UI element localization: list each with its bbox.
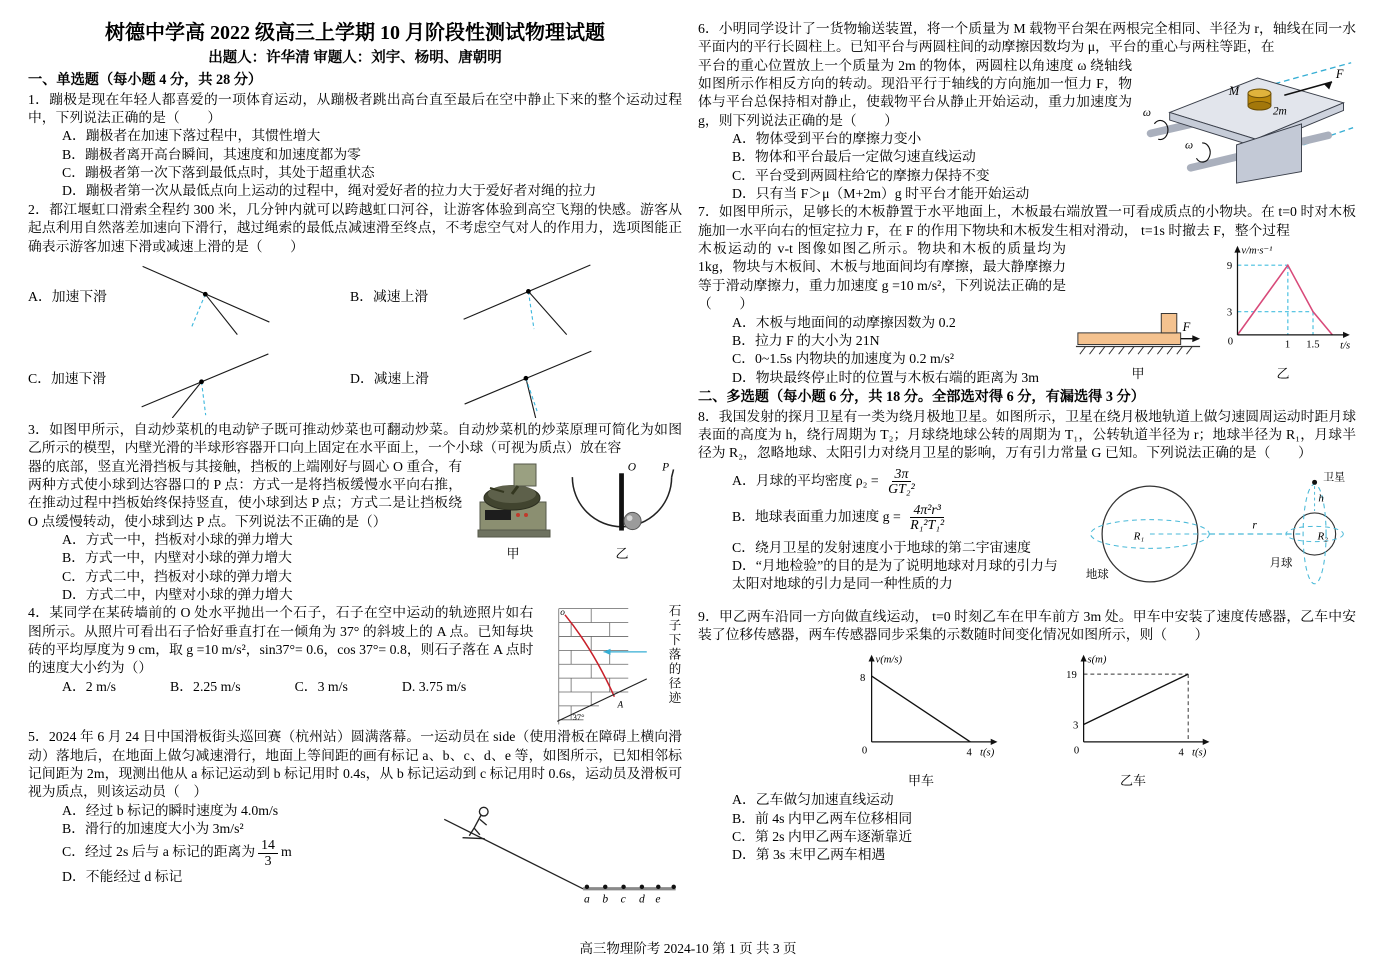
label-M: M (1228, 83, 1240, 98)
question-5 (28, 728, 682, 917)
q5-option-c-pre: C．经过 2s 后与 a 标记的距离为 (62, 844, 256, 860)
page-title: 树德中学高 2022 级高三上学期 10 月阶段性测试物理试题 (105, 22, 605, 44)
fraction-numerator: 3π (892, 467, 912, 482)
q3-option-b: B．方式一中，内壁对小球的弹力增大 (62, 550, 292, 566)
label-angle: 37° (573, 712, 585, 723)
q7-figure-jia (1074, 296, 1202, 383)
label-R2: R₂ (1317, 530, 1329, 543)
force-F-arrow (1181, 335, 1200, 342)
q9-car-yi-st-graph (1044, 647, 1222, 769)
q9-figure-jia (832, 647, 1010, 790)
tick-0: 0 (861, 745, 868, 757)
tick-1-5: 1.5 (1306, 339, 1320, 351)
earth-moon-satellite-diagram (1076, 467, 1356, 601)
q9-option-c: C．第 2s 内甲乙两车逐渐靠近 (732, 829, 913, 845)
guide-dashed-lines (1084, 674, 1189, 742)
q6-option-a: A．物体受到平台的摩擦力变小 (732, 131, 922, 147)
label-2m: 2m (1272, 105, 1287, 118)
fraction-denominator: GT₂² (888, 481, 915, 497)
q3-text-part2: 器的底部，竖直光滑挡板与其接触，挡板的上端刚好与圆心 O 重合，有两种方式使小球到达容器口的 P 点：方式一是将挡板缓慢水平向右推，在推动过程中挡板始终保持竖直，使小球到达 P 点；方式二是让挡板绕 O 点缓慢转动，使小球到达 P 点。下列说法不正确的是（） (28, 458, 462, 529)
q5-option-c-fraction (258, 838, 278, 868)
question-1 (28, 91, 682, 201)
force-line (526, 378, 536, 418)
label-moon: 月球 (1269, 557, 1293, 570)
q8-option-c: C．绕月卫星的发射速度小于地球的第二宇宙速度 (732, 539, 1031, 555)
page-footer: 高三物理阶考 2024-10 第 1 页 共 3 页 (579, 941, 797, 957)
q2-option-b (350, 257, 668, 337)
q9-option-b: B．前 4s 内甲乙两车位移相同 (732, 810, 913, 826)
q5-option-a: A．经过 b 标记的瞬时速度为 4.0m/s (62, 802, 279, 818)
tick-0: 0 (1227, 336, 1234, 348)
label-P: P (662, 460, 670, 473)
brick-wall-trajectory-diagram (541, 604, 663, 726)
plank-block-diagram (1074, 296, 1202, 362)
mark-b: b (602, 891, 609, 905)
axes (1234, 246, 1349, 338)
skater-figure (463, 807, 489, 838)
q7-option-a: A．木板与地面间的动摩擦因数为 0.2 (732, 314, 956, 330)
plank (1078, 333, 1181, 345)
machine-base (478, 530, 550, 537)
hemisphere-bowl-diagram (564, 458, 680, 542)
q2-figure-b-rope-diagram (432, 258, 622, 336)
omega-arrow-2 (1196, 143, 1210, 162)
rider-dot (199, 379, 204, 384)
q8-option-b-fraction (907, 503, 947, 533)
rope-line (142, 354, 269, 407)
q6-option-b: B．物体和平台最后一定做匀速直线运动 (732, 149, 976, 165)
tick-1: 1 (1284, 339, 1291, 351)
label-h: h (1318, 492, 1324, 505)
button-2 (524, 513, 528, 517)
section-1-heading: 一、单选题（每小题 4 分，共 28 分） (28, 71, 263, 88)
small-ball (624, 512, 641, 529)
q7-option-b: B．拉力 F 的大小为 21N (732, 332, 880, 348)
q1-option-c: C．蹦极者第一次下落到最低点时，其处于超重状态 (62, 165, 375, 181)
q7-option-d: D．物块最终停止时的位置与木板右端的距离为 3m (732, 369, 1039, 385)
question-9 (698, 608, 1356, 865)
fraction-numerator: 14 (258, 838, 278, 853)
button-1 (516, 513, 520, 517)
q9-option-a: A．乙车做匀加速直线运动 (732, 792, 894, 808)
fraction-denominator: 3 (264, 852, 272, 868)
q4-figure-caption: 石子下落的径迹 (667, 604, 681, 706)
slope-line (558, 679, 648, 721)
q1-option-b: B．蹦极者离开高台瞬间，其速度和加速度都为零 (62, 146, 361, 162)
q5-option-d: D．不能经过 d 标记 (62, 869, 183, 885)
rider-dot (523, 376, 528, 381)
q2-option-d-label: D．减速上滑 (350, 370, 429, 386)
weight-cylinder (1248, 89, 1271, 110)
q2-option-a (28, 257, 350, 337)
q5-text: 5．2024 年 6 月 24 日中国滑板街头巡回赛（杭州站）圆满落幕。一运动员在 side（使用滑板在障碍上横向滑动）落地后，在地面上做匀减速滑行，地面上等间距的画有标记 a、b、c、d、e 等，如图所示，已知相邻标记间距为 2m，现测出他从 a 标记运动到 b 标记用时 0.4s，从 b 标记运动到 c 标记用时 0.6s，运动员及滑板可视为质点，则该运动员（ ） (28, 729, 682, 800)
tick-3: 3 (1226, 307, 1233, 319)
question-8 (698, 408, 1356, 608)
q7-caption-yi: 乙 (1276, 366, 1290, 382)
label-A: A (617, 700, 624, 711)
satellite-dot (1312, 480, 1317, 485)
q7-figure-yi (1210, 240, 1356, 383)
mark-e: e (655, 891, 661, 905)
axes (1081, 655, 1210, 745)
q7-text-part1: 7．如图甲所示，足够长的木板静置于水平地面上，木板最右端放置一可看成质点的小物块。在 t=0 时对木板施加一水平向右的恒定拉力 F，在 F 的作用下物块和木板发生相对滑动， t=1s 时撤去 F，整个过程 (698, 204, 1356, 238)
q9-option-d: D．第 3s 末甲乙两车相遇 (732, 847, 886, 863)
q2-option-a-label: A．加速下滑 (28, 288, 107, 304)
rider-dot (203, 292, 208, 297)
q2-option-c-label: C．加速下滑 (28, 370, 107, 386)
q4-option-c: C．3 m/s (294, 678, 348, 694)
q3-option-c: C．方式二中，挡板对小球的弹力增大 (62, 568, 292, 584)
force-line (205, 294, 237, 334)
q9-caption-yi: 乙车 (1119, 773, 1146, 789)
vt-line (872, 676, 971, 742)
label-satellite: 卫星 (1323, 471, 1346, 484)
force-line (172, 382, 201, 418)
q6-option-c: C．平台受到两圆柱给它的摩擦力保持不变 (732, 167, 990, 183)
q9-figures (698, 647, 1356, 790)
y-axis-label: v/m·s⁻¹ (1241, 245, 1273, 257)
q2-option-figures (28, 257, 682, 419)
q6-text-part1: 6．小明同学设计了一货物输送装置，将一个质量为 M 载物平台架在两根完全相同、半径为 r，轴线在同一水平面内的平行长圆柱上。已知平台与两圆柱间的动摩擦因数均为 μ，平台的重心与两柱等距，在 (698, 21, 1356, 55)
dashed-direction-line (191, 294, 205, 327)
q7-vt-graph (1210, 240, 1356, 362)
left-column (28, 20, 682, 917)
q2-figure-a-rope-diagram (111, 258, 301, 336)
control-panel (485, 510, 511, 520)
label-O: O (627, 460, 636, 473)
q9-caption-jia: 甲车 (907, 773, 934, 789)
q3-caption-yi: 乙 (615, 545, 629, 561)
block (1161, 314, 1177, 333)
q7-figures (1074, 240, 1356, 383)
q8-option-d: D．“月地检验”的目的是为了说明地球对月球的引力与太阳对地球的引力是同一种性质的力 (732, 558, 1058, 592)
force-line (529, 291, 567, 334)
q9-options (698, 791, 1356, 864)
section-2-heading: 二、多选题（每小题 6 分，共 18 分。全部选对得 6 分，有漏选得 3 分） (698, 388, 1145, 405)
q6-option-d: D．只有当 F＞μ（M+2m）g 时平台才能开始运动 (732, 186, 1030, 202)
dashed-direction-line (202, 382, 206, 415)
tick-9: 9 (1226, 261, 1233, 273)
tick-3: 3 (1072, 720, 1079, 732)
q1-options (28, 127, 682, 200)
guide-dashed-lines (1237, 265, 1313, 335)
question-3 (28, 421, 682, 604)
q3-option-a: A．方式一中，挡板对小球的弹力增大 (62, 531, 293, 547)
q2-figure-c-rope-diagram (110, 340, 300, 418)
pointer-arrow (604, 649, 647, 655)
q9-text: 9．甲乙两车沿同一方向做直线运动， t=0 时刻乙车在甲车前方 3m 处。甲车中安装了速度传感器，乙车中安装了位移传感器，两车传感器同步采集的示数随时间变化情况如图所示，则（ ） (698, 609, 1356, 643)
machine-arm-head (514, 464, 536, 486)
q8-figure (1076, 467, 1356, 606)
label-F: F (1182, 320, 1191, 335)
q2-text: 2．都江堰虹口滑索全程约 300 米，几分钟内就可以跨越虹口河谷，让游客体验到高空飞翔的快感。游客从起点利用自然落差加速向下滑行，越过绳索的最低点减速滑至终点，不考虑空气对人的作用力，选项图能正确表示游客加速下滑或减速上滑的是（ ） (28, 201, 682, 254)
mark-d: d (639, 891, 645, 905)
question-6 (698, 20, 1356, 203)
y-axis-label: s(m) (1087, 654, 1107, 666)
axes (869, 655, 998, 745)
slope-line (444, 819, 583, 888)
x-axis-label: t/s (1340, 340, 1351, 352)
q4-text: 4．某同学在某砖墙前的 O 处水平抛出一个石子，石子在空中运动的轨迹照片如右图所示。从照片可看出石子恰好垂直打在一倾角为 37° 的斜坡上的 A 点。已知每块砖的平均厚度为 9 cm，取 g =10 m/s²，sin37°= 0.6，cos 37°= 0.8，则石子落在 A 点时的速度大小约为（） (28, 605, 534, 676)
q4-option-b: B．2.25 m/s (170, 678, 241, 694)
q1-option-d: D．蹦极者第一次从最低点向上运动的过程中，绳对爱好者的拉力大于爱好者对绳的拉力 (62, 183, 597, 199)
skateboard-slope-diagram (434, 802, 682, 910)
q5-figure (434, 802, 682, 915)
ball-highlight (627, 515, 633, 521)
fraction-denominator: R₁²T₁² (910, 517, 945, 533)
tick-19: 19 (1066, 669, 1077, 681)
stone-trajectory-curve (565, 615, 614, 697)
q4-option-d: D. 3.75 m/s (401, 678, 467, 694)
question-4 (28, 604, 682, 728)
q8-option-a-fraction (885, 467, 918, 497)
q8-option-b-pre: B．地球表面重力加速度 g = (732, 508, 901, 524)
q8-option-a-pre: A．月球的平均密度 ρ₂ = (732, 472, 879, 488)
q4-figure (541, 604, 682, 726)
q5-option-c-post: m (280, 844, 292, 860)
q2-figure-d-rope-diagram (433, 340, 623, 418)
conveyor-platform-3d-diagram (1140, 57, 1356, 185)
tick-4: 4 (966, 747, 972, 759)
q3-text-part1: 3．如图甲所示，自动炒菜机的电动铲子既可推动炒菜也可翻动炒菜。自动炒菜机的炒菜原理可简化为如图乙所示的模型，内壁光滑的半球形容器开口向上固定在水平面上，一个小球（可视为质点）放在容 (28, 421, 682, 456)
q6-text-part2: 平台的重心位置放上一个质量为 2m 的物体，两圆柱以角速度 ω 绕轴线如图所示作相反方向的转动。现沿平行于轴线的方向施加一恒力 F，物体与平台总保持相对静止，使载物平台从静止开始运动，重力加速度为 g，则下列说法正确的是（ ） (698, 57, 1132, 128)
q3-caption-jia: 甲 (506, 545, 520, 561)
fraction-numerator: 4π²r³ (910, 503, 943, 518)
label-earth: 地球 (1085, 568, 1109, 581)
label-R1: R₁ (1133, 530, 1145, 543)
y-axis-label: v(m/s) (875, 654, 903, 666)
q3-figure-jia (470, 458, 556, 563)
label-o: o (560, 608, 566, 619)
mark-c: c (620, 891, 626, 905)
q3-option-d: D．方式二中，内壁对小球的弹力增大 (62, 586, 293, 602)
q2-option-d (350, 339, 668, 419)
x-axis-label: t(s) (980, 747, 995, 759)
vt-curve (1237, 265, 1332, 335)
question-2 (28, 201, 682, 419)
q2-option-c (28, 339, 350, 419)
tick-0: 0 (1073, 745, 1080, 757)
x-axis-label: t(s) (1192, 747, 1207, 759)
mark-a: a (584, 891, 590, 905)
st-line (1084, 674, 1189, 724)
q1-text: 1．蹦极是现在年轻人都喜爱的一项体育运动，从蹦极者跳出高台直至最后在空中静止下来的整个运动过程中，下列说法正确的是（ ） (28, 91, 682, 126)
q2-option-b-label: B．减速上滑 (350, 288, 429, 304)
q9-figure-yi (1044, 647, 1222, 790)
right-column (698, 20, 1356, 917)
cooking-machine-illustration (470, 458, 556, 542)
rim-tick (672, 469, 674, 477)
label-F: F (1335, 66, 1344, 81)
q9-car-jia-vt-graph (832, 647, 1010, 769)
q3-figure-yi (564, 458, 680, 563)
label-omega-1: ω (1142, 106, 1152, 119)
baffle-board (619, 473, 624, 530)
ground-hatching (1080, 347, 1192, 355)
q4-options (28, 678, 533, 696)
question-7 (698, 203, 1356, 386)
authors-line: 出题人：许华清 审题人：刘宇、杨明、唐朝明 (208, 49, 502, 66)
q5-option-b: B．滑行的加速度大小为 3m/s² (62, 821, 244, 836)
label-r: r (1252, 519, 1257, 532)
tick-8: 8 (860, 672, 866, 684)
q1-option-a: A．蹦极者在加速下落过程中，其惯性增大 (62, 128, 321, 144)
q7-option-c: C．0~1.5s 内物块的加速度为 0.2 m/s² (732, 351, 955, 367)
q3-figures (470, 458, 682, 563)
q7-caption-jia: 甲 (1131, 366, 1145, 382)
label-omega-2: ω (1184, 139, 1194, 152)
q8-text: 8．我国发射的探月卫星有一类为绕月极地卫星。如图所示，卫星在绕月极地轨道上做匀速圆周运动时距月球表面的高度为 h，绕行周期为 T₂；月球绕地球公转的周期为 T₁，公转轨道半径为 r；地球半径为 R₁，月球半径为 R₂，忽略地球、太阳引力对绕月卫星的影响，万有引力常量 G 已知。下列说法正确的是（ ） (698, 408, 1356, 461)
tick-4: 4 (1178, 747, 1184, 759)
q7-text-part2: 木板运动的 v-t 图像如图乙所示。物块和木板的质量均为 1kg，物块与木板间、木板与地面间均有摩擦，最大静摩擦力等于滑动摩擦力，重力加速度 g =10 m/s²，下列说法正确的是（ ） (698, 241, 1066, 312)
q4-option-a: A．2 m/s (62, 678, 117, 694)
rider-dot (526, 289, 531, 294)
q6-figure (1140, 57, 1356, 190)
